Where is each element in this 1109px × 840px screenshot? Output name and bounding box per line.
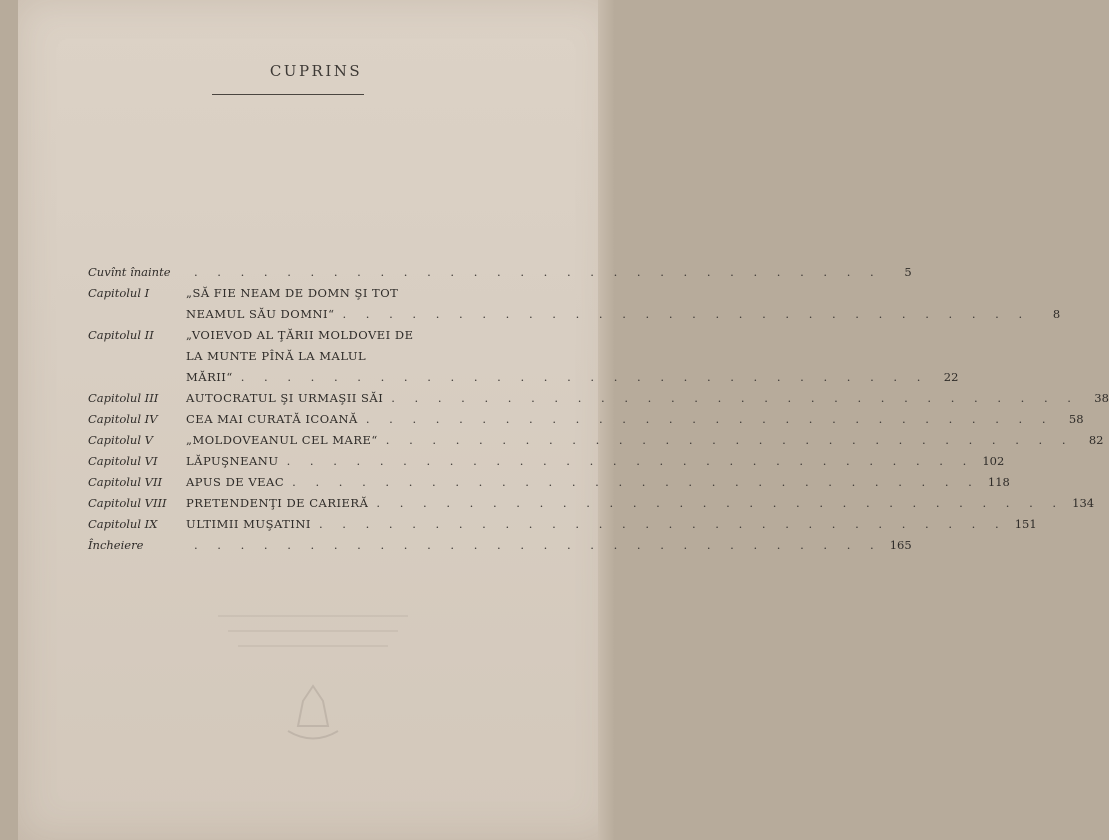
- toc-entry-page-number: 102: [982, 454, 1005, 468]
- toc-entry-title: [186, 388, 1079, 409]
- toc-entry-title-text: „VOIEVOD AL ŢĂRII MOLDOVEI DE: [186, 328, 414, 342]
- toc-entry-title-text: APUS DE VEAC: [186, 475, 285, 489]
- toc-entry-title: [186, 514, 1007, 535]
- toc-entry-label: Capitolul VII: [88, 475, 163, 489]
- toc-entry-title: [186, 451, 974, 472]
- dot-leader: . . . . . . . . . . . . . . . . . . . . . . . . . . . . . .: [365, 412, 1054, 426]
- toc-entry: [88, 535, 912, 556]
- dot-leader: . . . . . . . . . . . . . . . . . . . . . . . . . . . . . .: [318, 517, 1007, 531]
- toc-entry-title-text: NEAMUL SĂU DOMNI“: [186, 307, 335, 321]
- toc-entry-page-number: 5: [904, 265, 912, 279]
- toc-entry-title-line: [186, 283, 1030, 304]
- toc-entry-title-text: „SĂ FIE NEAM DE DOMN ŞI TOT: [186, 286, 399, 300]
- toc-entry-title-text: ULTIMII MUŞATINI: [186, 517, 311, 531]
- page-title: CUPRINS: [269, 62, 363, 80]
- dot-leader: . . . . . . . . . . . . . . . . . . . . . . . . . . . . . .: [391, 391, 1079, 405]
- toc-entry-page-number: 82: [1088, 433, 1104, 447]
- toc-entry-title-line: [186, 325, 928, 346]
- toc-entry-title: [186, 430, 1073, 451]
- toc-entry-title-line: [186, 472, 980, 493]
- toc-entry-label: Capitolul IX: [88, 517, 158, 531]
- dot-leader: . . . . . . . . . . . . . . . . . . . . . . . . . . . . . .: [292, 475, 980, 489]
- toc-entry: [88, 493, 1095, 514]
- toc-entry-label: Capitolul II: [88, 328, 154, 342]
- toc-entry-title: [186, 535, 882, 556]
- toc-entry-page-number: 165: [889, 538, 912, 552]
- toc-entry-title-line: [186, 304, 1030, 325]
- toc-entry-title: [186, 262, 882, 283]
- toc-entry-title-text: LĂPUŞNEANU: [186, 454, 279, 468]
- toc-entry-page-number: 38: [1094, 391, 1109, 405]
- toc-entry-page-number: 118: [987, 475, 1010, 489]
- dot-leader: . . . . . . . . . . . . . . . . . . . . . . . . . . . . . .: [286, 454, 975, 468]
- toc-entry-label: Încheiere: [88, 538, 144, 552]
- toc-entry-title-line: [186, 451, 974, 472]
- toc-entry-label: Capitolul IV: [88, 412, 158, 426]
- toc-entry-title-text: PRETENDENŢI DE CARIERĂ: [186, 496, 369, 510]
- table-of-contents: [88, 262, 1109, 556]
- book-page: [18, 0, 1109, 840]
- toc-entry-title-text: LA MUNTE PÎNĂ LA MALUL: [186, 349, 367, 363]
- toc-entry-label: Capitolul III: [88, 391, 159, 405]
- toc-entry: [88, 283, 1061, 325]
- toc-entry: [88, 514, 1037, 535]
- title-underline: [212, 94, 364, 95]
- dot-leader: . . . . . . . . . . . . . . . . . . . . . . . . . . . . . .: [194, 538, 882, 552]
- toc-entry: [88, 472, 1010, 493]
- toc-entry-page-number: 58: [1068, 412, 1084, 426]
- toc-entry: [88, 451, 1005, 472]
- toc-entry-title-line: [186, 409, 1054, 430]
- toc-entry-label: Capitolul V: [88, 433, 153, 447]
- dot-leader: . . . . . . . . . . . . . . . . . . . . . . . . . . . . . .: [385, 433, 1074, 447]
- toc-entry-title-text: „MOLDOVEANUL CEL MARE“: [186, 433, 378, 447]
- toc-entry-label: Capitolul VI: [88, 454, 158, 468]
- toc-entry-title-line: [186, 514, 1007, 535]
- toc-entry-label: Capitolul I: [88, 286, 150, 300]
- toc-entry-title-line: [186, 535, 882, 556]
- toc-entry-title-line: [186, 430, 1073, 451]
- toc-entry-title-line: [186, 388, 1079, 409]
- toc-entry-title: [186, 472, 980, 493]
- toc-entry-title-line: [186, 493, 1064, 514]
- toc-entry: [88, 388, 1109, 409]
- toc-entry-title: [186, 493, 1064, 514]
- dot-leader: . . . . . . . . . . . . . . . . . . . . . . . . . . . . . .: [376, 496, 1065, 510]
- toc-entry: [88, 262, 912, 283]
- toc-entry-title: [186, 409, 1054, 430]
- toc-entry-title-text: AUTOCRATUL ŞI URMAŞII SĂI: [186, 391, 384, 405]
- dot-leader: . . . . . . . . . . . . . . . . . . . . . . . . . . . . . .: [240, 370, 929, 384]
- faint-show-through-emblem: [218, 606, 408, 756]
- toc-entry-title-text: MĂRII“: [186, 370, 233, 384]
- dot-leader: . . . . . . . . . . . . . . . . . . . . . . . . . . . . . .: [342, 307, 1031, 321]
- toc-entry-page-number: 22: [943, 370, 959, 384]
- toc-entry: [88, 430, 1104, 451]
- toc-entry-title-line: [186, 346, 928, 367]
- toc-entry-page-number: 8: [1052, 307, 1061, 321]
- toc-entry-page-number: 134: [1072, 496, 1095, 510]
- toc-entry-title: [186, 325, 928, 388]
- toc-entry: [88, 409, 1084, 430]
- toc-entry-title: [186, 283, 1030, 325]
- dot-leader: . . . . . . . . . . . . . . . . . . . . . . . . . . . . . .: [194, 265, 882, 279]
- toc-entry-title-text: CEA MAI CURATĂ ICOANĂ: [186, 412, 358, 426]
- toc-entry-title-line: [186, 367, 928, 388]
- toc-entry-label: Capitolul VIII: [88, 496, 167, 510]
- toc-entry-label: Cuvînt înainte: [88, 265, 171, 279]
- toc-entry-title-line: [186, 262, 882, 283]
- toc-entry-page-number: 151: [1014, 517, 1037, 531]
- toc-entry: [88, 325, 959, 388]
